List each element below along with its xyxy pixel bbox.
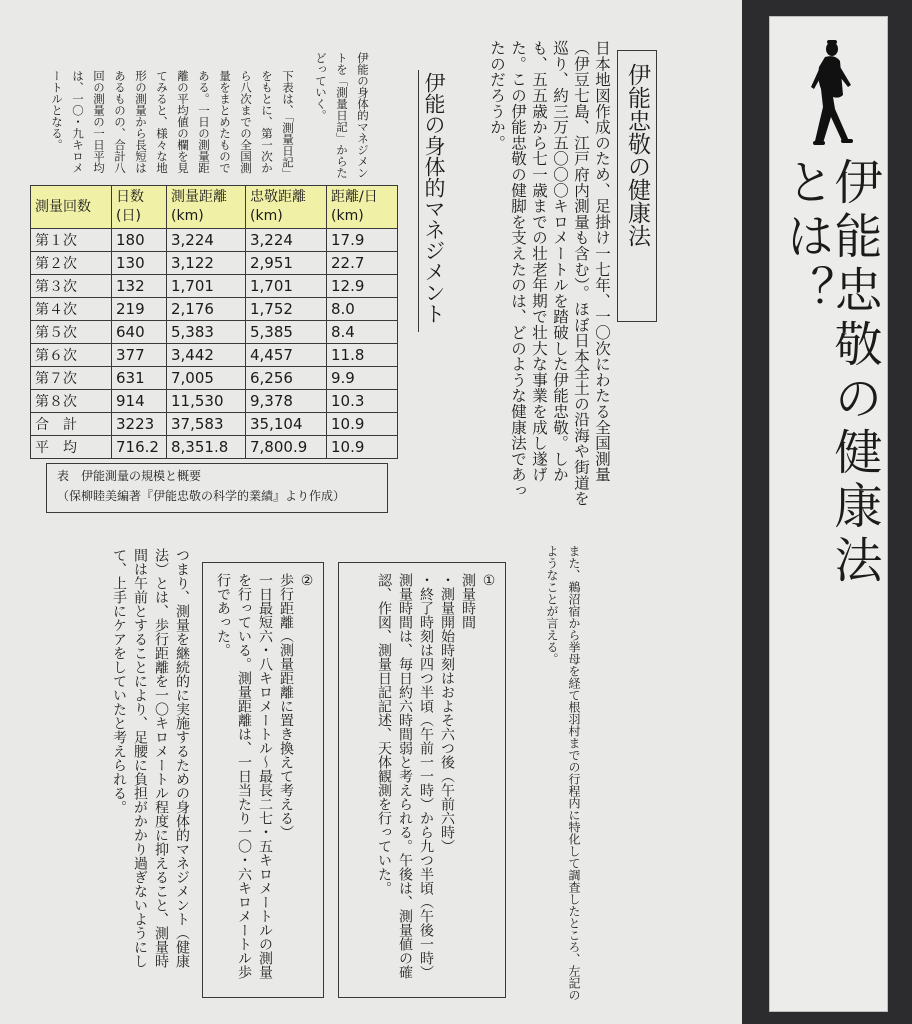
main-heading-text: 伊能忠敬の健康法 xyxy=(624,63,650,247)
sub-heading: 伊能の身体的マネジメント xyxy=(418,70,449,332)
table-row xyxy=(31,367,398,390)
value-cell: 37,583 xyxy=(167,413,246,436)
value-cell: 2,951 xyxy=(246,252,327,275)
box-survey-time xyxy=(338,562,506,998)
note-paragraph: また、鵜沼宿から挙母を経て根羽村までの行程内に特化して調査したところ、左記のようなことが言える。 xyxy=(545,545,581,1001)
value-cell: 8.0 xyxy=(327,298,398,321)
table-row xyxy=(31,275,398,298)
value-cell: 10.3 xyxy=(327,390,398,413)
value-cell: 3,224 xyxy=(167,229,246,252)
value-cell: 11.8 xyxy=(327,344,398,367)
box1-bullet-2: ・終了時刻は四つ半頃（午前一一時）から九つ半頃（午後一時） xyxy=(418,573,434,979)
table-row xyxy=(31,229,398,252)
row-label-cell: 第７次 xyxy=(31,367,112,390)
table-row xyxy=(31,413,398,436)
value-cell: 10.9 xyxy=(327,436,398,459)
table-header-row xyxy=(31,186,398,229)
value-cell: 180 xyxy=(112,229,167,252)
value-cell: 6,256 xyxy=(246,367,327,390)
header-cell: 測量距離 (km) xyxy=(167,186,246,229)
value-cell: 35,104 xyxy=(246,413,327,436)
row-label-cell: 合 計 xyxy=(31,413,112,436)
table-row xyxy=(31,436,398,459)
caption-line-1: 表 伊能測量の規模と概要 xyxy=(57,469,202,483)
header-cell: 日数 (日) xyxy=(112,186,167,229)
value-cell: 8,351.8 xyxy=(167,436,246,459)
value-cell: 631 xyxy=(112,367,167,390)
value-cell: 640 xyxy=(112,321,167,344)
value-cell: 3223 xyxy=(112,413,167,436)
title-strip xyxy=(769,16,888,1012)
value-cell: 1,701 xyxy=(246,275,327,298)
value-cell: 9.9 xyxy=(327,367,398,390)
row-label-cell: 第６次 xyxy=(31,344,112,367)
header-cell: 測量回数 xyxy=(31,186,112,229)
caption-line-2: （保柳睦美編著『伊能忠敬の科学的業績』より作成） xyxy=(57,489,346,503)
value-cell: 377 xyxy=(112,344,167,367)
value-cell: 22.7 xyxy=(327,252,398,275)
value-cell: 2,176 xyxy=(167,298,246,321)
main-heading xyxy=(617,50,657,322)
table-row xyxy=(31,252,398,275)
table-row xyxy=(31,344,398,367)
row-label-cell: 第５次 xyxy=(31,321,112,344)
row-label-cell: 第２次 xyxy=(31,252,112,275)
table-intro-paragraph: 下表は、「測量日記」をもとに、第一次から八次までの全国測量をまとめたものである。一日の測量距離の平均値の欄を見てみると、様々な地形の測量から長短はあるものの、合計八回の測量の一日平均は、一〇・九キロメートルとなる。 xyxy=(50,70,295,180)
value-cell: 130 xyxy=(112,252,167,275)
value-cell: 7,800.9 xyxy=(246,436,327,459)
conclusion-paragraph: つまり、測量を継続的に実施するための身体的マネジメント（健康法）とは、歩行距離を一〇キロメートル程度に抑えること、測量時間は午前とすることにより、足腰に負担がかかり過ぎないようにして、上手にケアをしていたと考えられる。 xyxy=(111,548,190,968)
intro-paragraph: 日本地図作成のため、足掛け一七年、一〇次にわたる全国測量（伊豆七島、江戸府内測量も含む）。ほぼ日本全土の沿海や街道を巡り、約三万五〇〇〇キロメートルを踏破した伊能忠敬。しかも、五五歳から七一歳までの壮老年期で壮大な事業を成し遂げた。この伊能忠敬の健脚を支えたのは、どのような健康法であったのだろうか。 xyxy=(488,40,611,507)
value-cell: 5,385 xyxy=(246,321,327,344)
value-cell: 132 xyxy=(112,275,167,298)
box2-body: 一日最短六・八キロメートル〜最長二七・五キロメートルの測量を行っている。測量距離は、一日当たり一〇・六キロメートル歩行であった。 xyxy=(215,573,273,979)
sub-paragraph: 伊能の身体的マネジメントを「測量日記」からたどっていく。 xyxy=(314,52,370,179)
row-label-cell: 第３次 xyxy=(31,275,112,298)
value-cell: 17.9 xyxy=(327,229,398,252)
value-cell: 716.2 xyxy=(112,436,167,459)
row-label-cell: 平 均 xyxy=(31,436,112,459)
value-cell: 3,122 xyxy=(167,252,246,275)
table-row xyxy=(31,298,398,321)
box2-heading: 歩行距離（測量距離に置き換えて考える） xyxy=(278,573,294,839)
value-cell: 1,701 xyxy=(167,275,246,298)
box1-bullet-1: ・測量開始時刻はおよそ六つ後（午前六時） xyxy=(439,573,455,853)
walking-samurai-icon xyxy=(805,37,855,152)
header-cell: 距離/日 (km) xyxy=(327,186,398,229)
value-cell: 3,224 xyxy=(246,229,327,252)
value-cell: 219 xyxy=(112,298,167,321)
value-cell: 12.9 xyxy=(327,275,398,298)
header-cell: 忠敬距離 (km) xyxy=(246,186,327,229)
value-cell: 7,005 xyxy=(167,367,246,390)
value-cell: 5,383 xyxy=(167,321,246,344)
box1-number: ① xyxy=(481,573,497,589)
value-cell: 914 xyxy=(112,390,167,413)
row-label-cell: 第８次 xyxy=(31,390,112,413)
table-row xyxy=(31,390,398,413)
value-cell: 4,457 xyxy=(246,344,327,367)
box2-number: ② xyxy=(299,573,315,589)
box-walking-distance xyxy=(202,562,324,998)
box1-body: 測量時間は、毎日約六時間弱と考えられる。午後は、測量値の確認、作図、測量日記記述、天体観測を行っていた。 xyxy=(376,573,413,979)
survey-table xyxy=(30,185,398,459)
row-label-cell: 第１次 xyxy=(31,229,112,252)
value-cell: 11,530 xyxy=(167,390,246,413)
value-cell: 3,442 xyxy=(167,344,246,367)
table-row xyxy=(31,321,398,344)
strip-title: 伊能忠敬の健康法 とは？ xyxy=(778,157,882,643)
value-cell: 10.9 xyxy=(327,413,398,436)
value-cell: 1,752 xyxy=(246,298,327,321)
box1-heading: 測量時間 xyxy=(460,573,476,629)
value-cell: 8.4 xyxy=(327,321,398,344)
value-cell: 9,378 xyxy=(246,390,327,413)
table-caption xyxy=(46,463,388,513)
row-label-cell: 第４次 xyxy=(31,298,112,321)
